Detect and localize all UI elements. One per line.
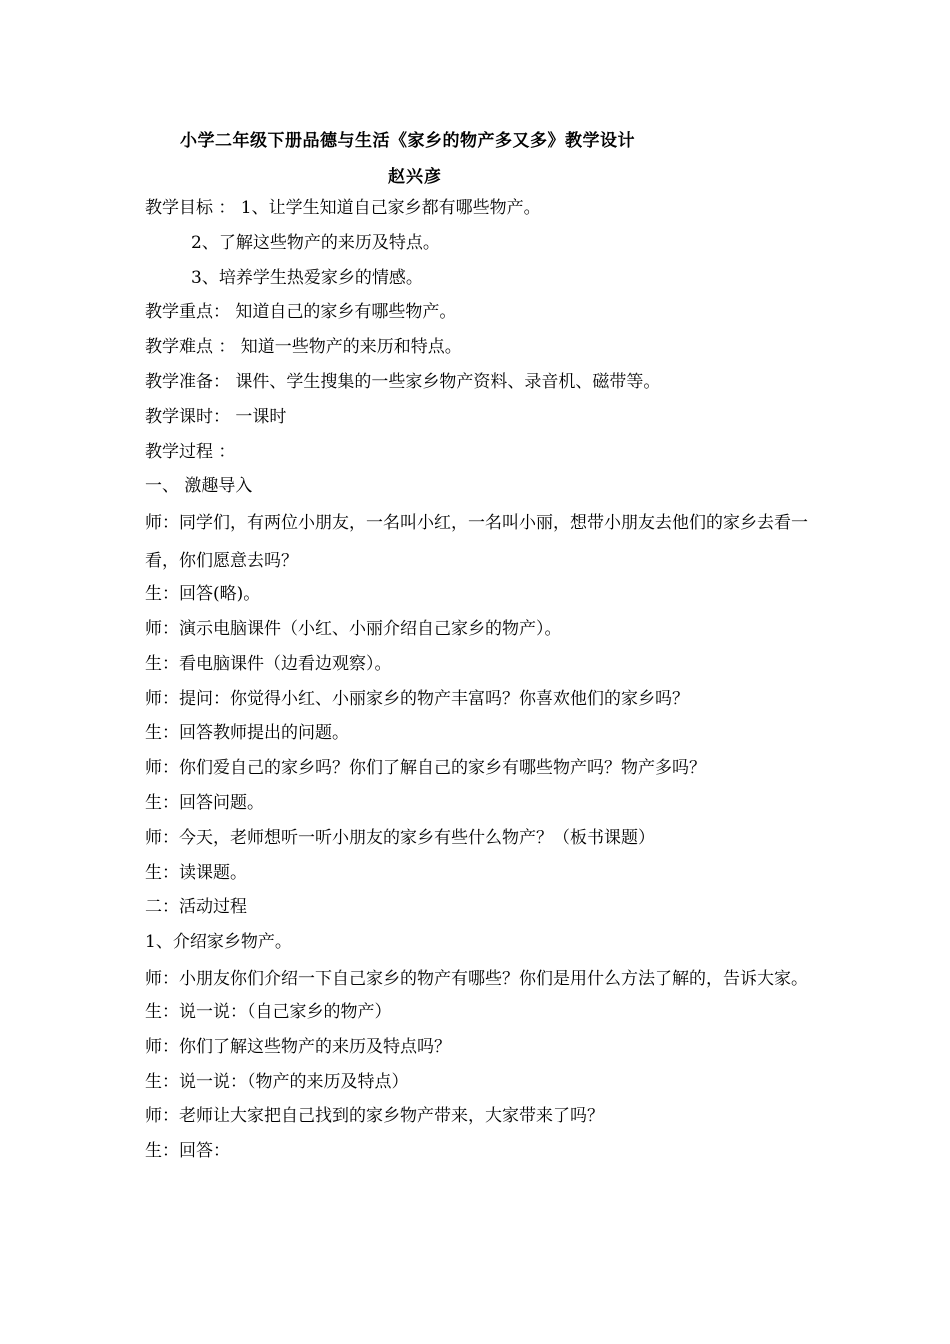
difficulty-line: 教学难点 ： 知道一些物产的来历和特点。 xyxy=(145,337,462,358)
dialogue-line: 生：说一说：（自己家乡的物产） xyxy=(145,1001,392,1022)
goal-line-2: 2、了解这些物产的来历及特点。 xyxy=(191,232,440,253)
document-author: 赵兴彦 xyxy=(388,167,442,187)
document-body xyxy=(145,196,815,1174)
dialogue-line: 师：演示电脑课件（小红、小丽介绍自己家乡的物产）。 xyxy=(145,618,562,639)
document-title: 小学二年级下册品德与生活《家乡的物产多又多》教学设计 xyxy=(180,131,635,151)
preparation-line: 教学准备： 课件、学生搜集的一些家乡物产资料、录音机、磁带等。 xyxy=(145,371,661,392)
dialogue-line: 生：看电脑课件（边看边观察）。 xyxy=(145,653,392,674)
dialogue-line: 生：回答： xyxy=(145,1141,230,1162)
dialogue-line: 生：回答(略)。 xyxy=(145,584,261,605)
section-heading-1: 一、 激趣导入 xyxy=(145,476,253,497)
dialogue-line: 师：提问：你觉得小红、小丽家乡的物产丰富吗？你喜欢他们的家乡吗？ xyxy=(145,688,689,709)
dialogue-line: 师：小朋友你们介绍一下自己家乡的物产有哪些？你们是用什么方法了解的，告诉大家。 xyxy=(145,968,808,989)
dialogue-line: 生：回答问题。 xyxy=(145,792,264,813)
dialogue-line: 生：说一说：（物产的来历及特点） xyxy=(145,1071,409,1092)
dialogue-line: 师：同学们，有两位小朋友，一名叫小红，一名叫小丽，想带小朋友去他们的家乡去看一看，你们愿意去吗？ xyxy=(145,513,808,572)
dialogue-line: 师：老师让大家把自己找到的家乡物产带来，大家带来了吗？ xyxy=(145,1106,604,1127)
goal-line-3: 3、培养学生热爱家乡的情感。 xyxy=(191,267,423,288)
class-hours-line: 教学课时： 一课时 xyxy=(145,406,287,427)
dialogue-line: 师：你们了解这些物产的来历及特点吗？ xyxy=(145,1036,451,1057)
key-point-line: 教学重点： 知道自己的家乡有哪些物产。 xyxy=(145,302,457,323)
dialogue-line: 师：今天，老师想听一听小朋友的家乡有些什么物产？（板书课题） xyxy=(145,827,655,848)
dialogue-line: 师：你们爱自己的家乡吗？你们了解自己的家乡有哪些物产吗？物产多吗？ xyxy=(145,758,706,779)
goal-line-1: 教学目标 ： 1、让学生知道自己家乡都有哪些物产。 xyxy=(145,198,541,218)
dialogue-line: 生：读课题。 xyxy=(145,862,247,883)
subsection-heading: 1、介绍家乡物产。 xyxy=(145,932,292,953)
process-heading: 教学过程 ： xyxy=(145,441,236,462)
dialogue-line: 生：回答教师提出的问题。 xyxy=(145,723,349,744)
section-heading-2: 二：活动过程 xyxy=(145,897,247,918)
